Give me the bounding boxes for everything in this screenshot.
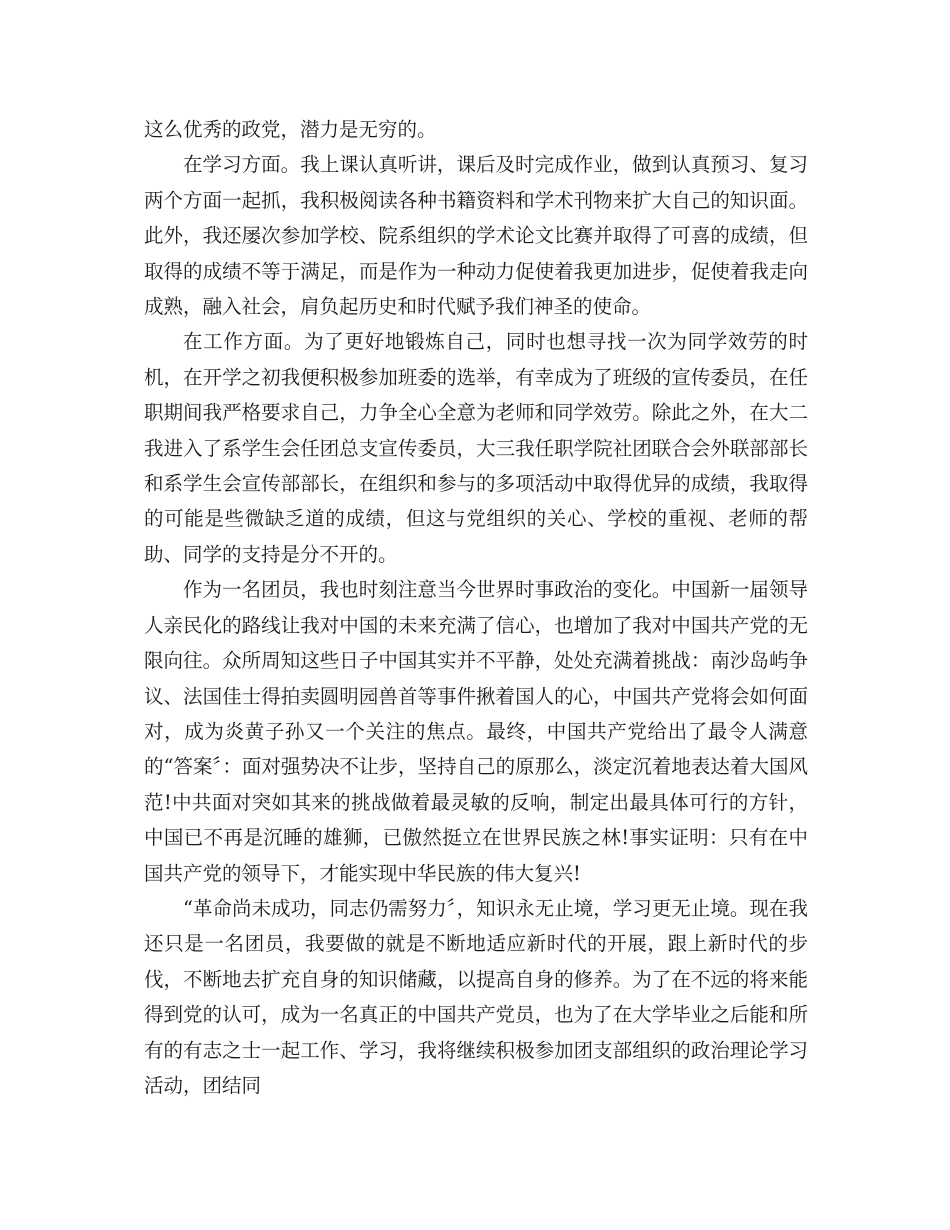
paragraph-study: 在学习方面。我上课认真听讲，课后及时完成作业，做到认真预习、复习两个方面一起抓，我积极阅读各种书籍资料和学术刊物来扩大自己的知识面。此外，我还屡次参加学校、院系组织的学术论文比赛并取得了可喜的成绩，但取得的成绩不等于满足，而是作为一种动力促使着我更加进步，促使着我走向成熟，融入社会，肩负起历史和时代赋予我们神圣的使命。 xyxy=(144,153,808,319)
paragraph-continuation: 这么优秀的政党，潜力是无穷的。 xyxy=(144,118,437,141)
paragraph-resolution: “革命尚未成功，同志仍需努力〞，知识永无止境，学习更无止境。现在我还只是一名团员，我要做的就是不断地适应新时代的开展，跟上新时代的步伐，不断地去扩充自身的知识储藏，以提高自身的修养。为了在不远的将来能得到党的认可，成为一名真正的中国共产党员，也为了在大学毕业之后能和所有的有志之士一起工作、学习，我将继续积极参加团支部组织的政治理论学习活动，团结同 xyxy=(144,896,808,1097)
document-body xyxy=(144,112,808,1103)
paragraph-work: 在工作方面。为了更好地锻炼自己，同时也想寻找一次为同学效劳的时机，在开学之初我便积极参加班委的选举，有幸成为了班级的宣传委员，在任职期间我严格要求自己，力争全心全意为老师和同学效劳。除此之外，在大二我进入了系学生会任团总支宣传委员，大三我任职学院社团联合会外联部部长和系学生会宣传部部长，在组织和参与的多项活动中取得优异的成绩，我取得的可能是些微缺乏道的成绩，但这与党组织的关心、学校的重视、老师的帮助、同学的支持是分不开的。 xyxy=(144,330,808,566)
paragraph-politics: 作为一名团员，我也时刻注意当今世界时事政治的变化。中国新一届领导人亲民化的路线让我对中国的未来充满了信心，也增加了我对中国共产党的无限向往。众所周知这些日子中国其实并不平静，处处充满着挑战：南沙岛屿争议、法国佳士得拍卖圆明园兽首等事件揪着国人的心，中国共产党将会如何面对，成为炎黄子孙又一个关注的焦点。最终，中国共产党给出了最令人满意的“答案〞：面对强势决不让步，坚持自己的原那么，淡定沉着地表达着大国风范!中共面对突如其来的挑战做着最灵敏的反响，制定出最具体可行的方针，中国已不再是沉睡的雄狮，已傲然挺立在世界民族之林!事实证明：只有在中国共产党的领导下，才能实现中华民族的伟大复兴! xyxy=(144,578,808,885)
